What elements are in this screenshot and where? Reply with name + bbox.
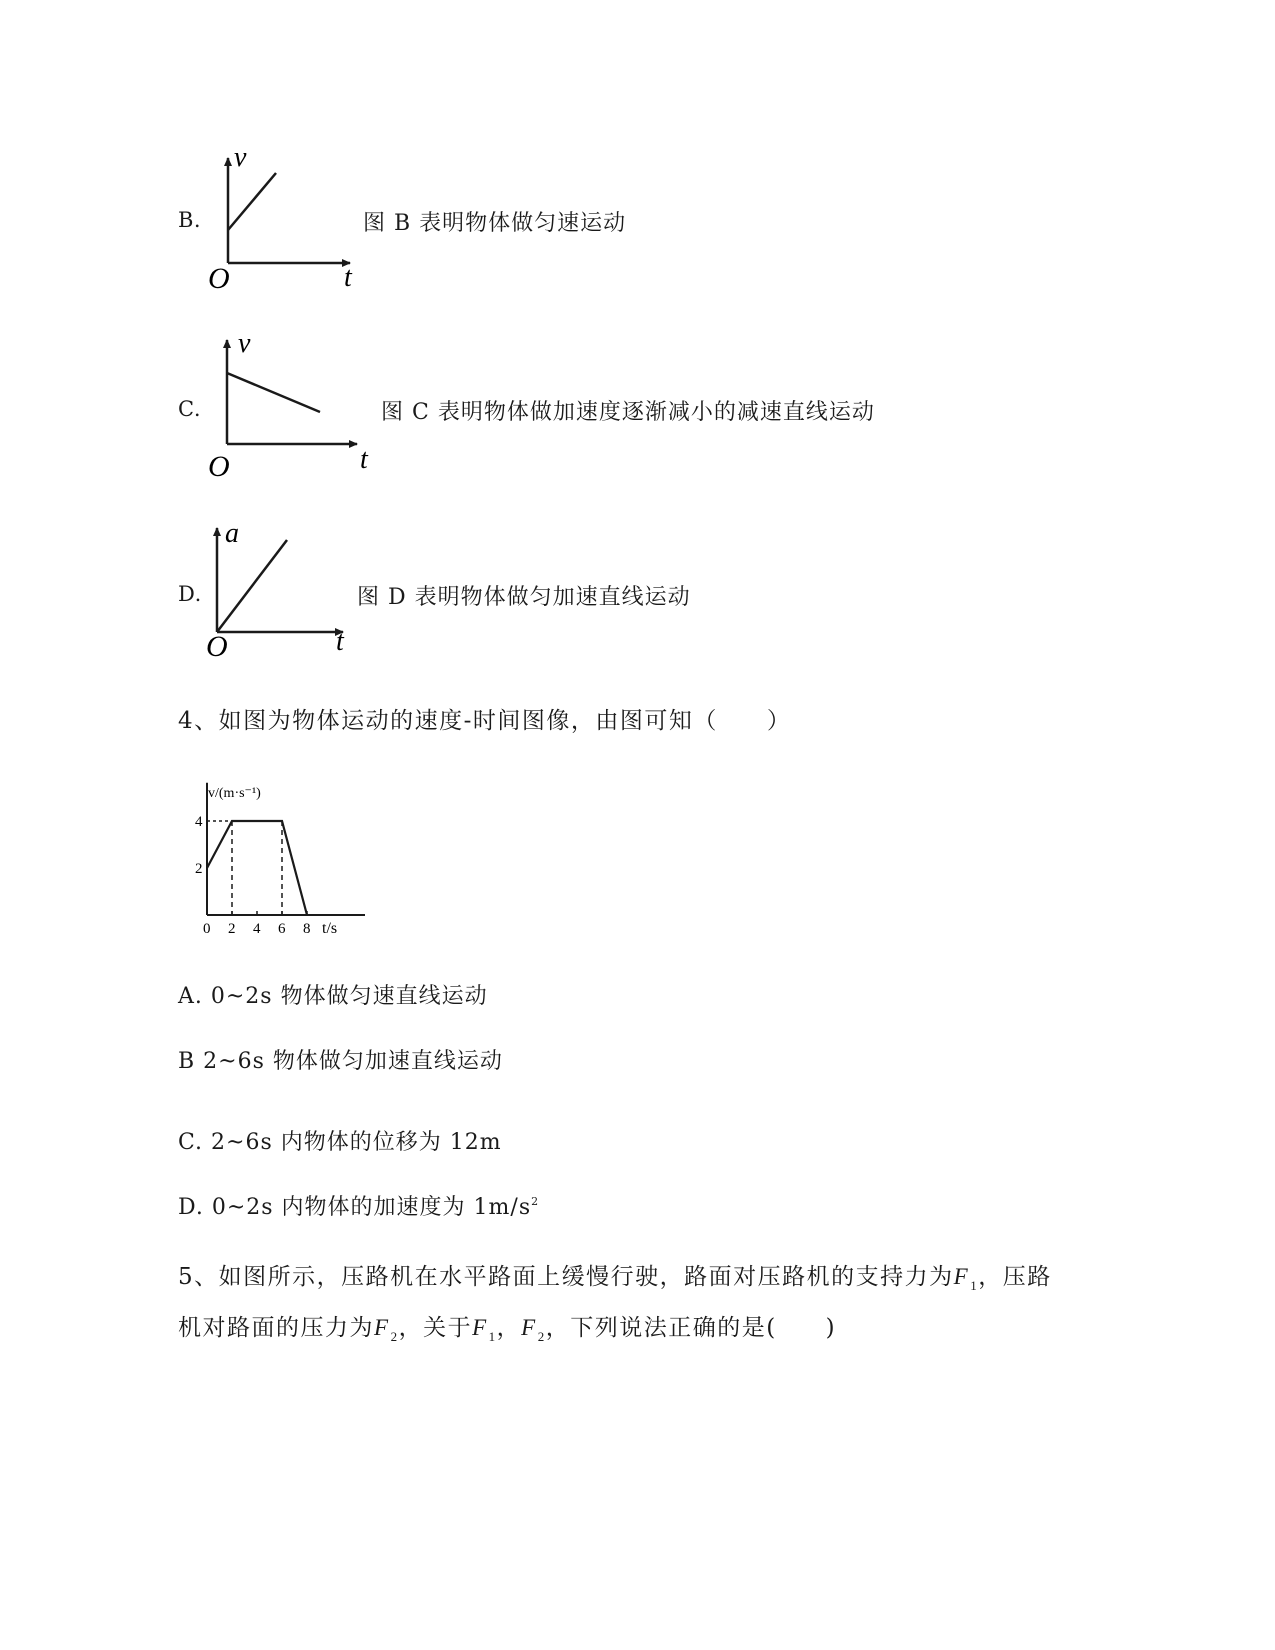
y-axis-label: a	[225, 518, 239, 549]
q5-line2-text-a: 机对路面的压力为	[178, 1315, 374, 1341]
q5-line2-text-c: ，	[496, 1315, 522, 1341]
origin-label: O	[206, 630, 228, 663]
q5-var-f1-sub: 1	[970, 1278, 979, 1293]
q5-line1-text-b: ，压路	[978, 1264, 1052, 1290]
q5-line1-text-a: 5、如图所示，压路机在水平路面上缓慢行驶，路面对压路机的支持力为	[178, 1264, 954, 1290]
x-axis-label: t	[336, 626, 344, 657]
origin-label: O	[208, 450, 230, 483]
option-b-text: 图 B 表明物体做匀速运动	[363, 211, 627, 236]
option-c-graph	[200, 326, 380, 486]
velocity-line	[207, 821, 307, 915]
option-d-text: 图 D 表明物体做匀加速直线运动	[357, 585, 691, 610]
x-axis-label: t/s	[322, 920, 338, 937]
x-tick-label: 2	[228, 921, 236, 937]
graph-line	[217, 540, 287, 632]
x-axis-label: t	[344, 262, 352, 290]
x-tick-label: 0	[203, 921, 211, 937]
q4-stem: 4、如图为物体运动的速度-时间图像，由图可知（ ）	[178, 708, 792, 734]
q5-line-2	[178, 1309, 836, 1342]
graph-line	[228, 173, 276, 230]
q4-option-c: C. 2~6s 内物体的位移为 12m	[178, 1130, 502, 1155]
q5-var-f1	[953, 1264, 979, 1293]
q5-line2-text-b: ，关于	[398, 1315, 473, 1341]
q5-var-f1b	[472, 1315, 497, 1344]
q5-line-1	[178, 1258, 1052, 1291]
q5-var-f1b-sub: 1	[488, 1329, 497, 1344]
q4-option-d-sup: 2	[531, 1195, 540, 1208]
option-b-label: B.	[178, 208, 202, 232]
origin-label: O	[208, 262, 230, 290]
x-tick-label: 6	[278, 921, 286, 937]
q5-var-f2b-sub: 2	[537, 1329, 546, 1344]
graph-line	[227, 373, 320, 412]
q5-var-f2-letter: F	[374, 1315, 390, 1340]
q4-option-d-main: D. 0~2s 内物体的加速度为 1m/s	[178, 1195, 532, 1220]
x-tick-label: 8	[303, 921, 311, 937]
q4-option-b: B 2~6s 物体做匀加速直线运动	[178, 1049, 503, 1074]
q5-var-f2b	[521, 1315, 546, 1344]
y-tick-label: 2	[195, 861, 203, 877]
option-c-label: C.	[178, 397, 201, 421]
q5-var-f2b-letter: F	[521, 1315, 537, 1340]
y-axis-label: v	[234, 142, 247, 173]
q5-var-f1b-letter: F	[472, 1315, 488, 1340]
option-c-text: 图 C 表明物体做加速度逐渐减小的减速直线运动	[381, 400, 875, 425]
option-d-label: D.	[178, 582, 202, 606]
option-d-graph	[200, 516, 370, 666]
x-axis-label: t	[360, 444, 368, 475]
option-b-graph	[200, 140, 370, 290]
q5-var-f1-letter: F	[953, 1264, 970, 1289]
q5-var-f2	[374, 1315, 399, 1344]
q4-option-a: A. 0~2s 物体做匀速直线运动	[178, 984, 488, 1009]
q5-line2-text-d: ，下列说法正确的是( )	[545, 1315, 837, 1341]
q4-vt-chart	[190, 780, 365, 940]
x-tick-label: 4	[253, 921, 261, 937]
y-axis-label: v	[238, 328, 251, 359]
y-tick-label: 4	[195, 814, 203, 830]
y-axis-label: v/(m·s⁻¹)	[208, 786, 261, 801]
q4-option-d	[178, 1190, 539, 1221]
q5-var-f2-sub: 2	[390, 1329, 399, 1344]
